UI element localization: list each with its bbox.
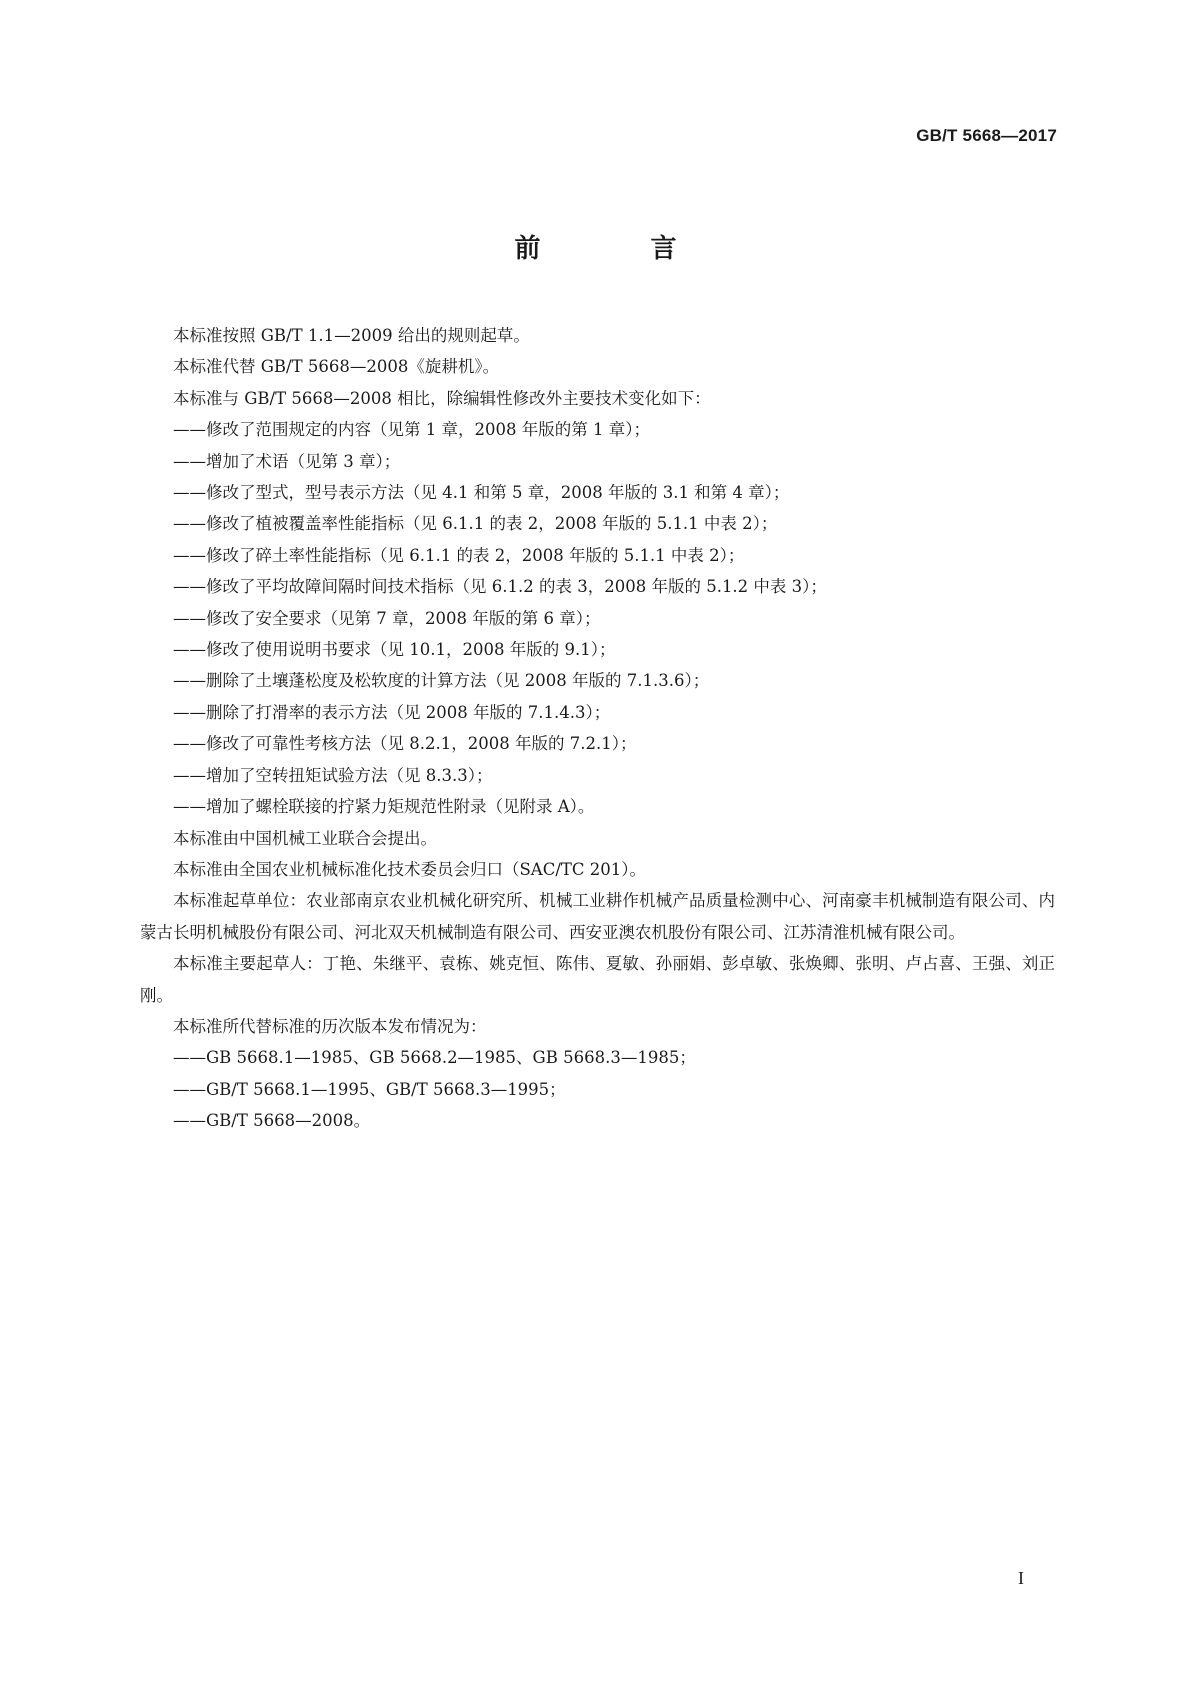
page-title: 前 言 <box>514 234 719 264</box>
paragraph: 本标准起草单位：农业部南京农业机械化研究所、机械工业耕作机械产品质量检测中心、河南豪丰机械制造有限公司、内蒙古长明机械股份有限公司、河北双天机械制造有限公司、西安亚澳农机股份有限公司、江苏清淮机械有限公司。 <box>140 891 1055 942</box>
paragraph: 本标准代替 GB/T 5668—2008《旋耕机》。 <box>173 357 500 377</box>
list-item: ——GB/T 5668.1—1995、GB/T 5668.3—1995； <box>173 1079 566 1099</box>
list-item: ——删除了打滑率的表示方法（见 2008 年版的 7.1.4.3）； <box>173 702 611 722</box>
paragraph: 本标准由中国机械工业联合会提出。 <box>173 828 437 848</box>
list-item: ——修改了安全要求（见第 7 章，2008 年版的第 6 章）； <box>173 608 601 628</box>
list-item: ——增加了术语（见第 3 章）； <box>173 451 401 471</box>
list-item: ——修改了型式，型号表示方法（见 4.1 和第 5 章，2008 年版的 3.1 和第 4 章）； <box>173 483 790 503</box>
paragraph: 本标准按照 GB/T 1.1—2009 给出的规则起草。 <box>173 326 530 345</box>
list-item: ——修改了使用说明书要求（见 10.1，2008 年版的 9.1）； <box>173 640 616 660</box>
paragraph: 本标准与 GB/T 5668—2008 相比，除编辑性修改外主要技术变化如下： <box>173 388 711 408</box>
list-item: ——修改了范围规定的内容（见第 1 章，2008 年版的第 1 章）； <box>173 420 650 440</box>
list-item: ——删除了土壤蓬松度及松软度的计算方法（见 2008 年版的 7.1.3.6）； <box>173 671 710 691</box>
list-item: ——GB/T 5668—2008。 <box>173 1111 371 1131</box>
list-item: ——修改了碎土率性能指标（见 6.1.1 的表 2，2008 年版的 5.1.1 中表 2）； <box>173 545 745 565</box>
list-item: ——GB 5668.1—1985、GB 5668.2—1985、GB 5668.3—1985； <box>173 1048 696 1068</box>
paragraph: 本标准主要起草人：丁艳、朱继平、袁栋、姚克恒、陈伟、夏敏、孙丽娟、彭卓敏、张焕卿、张明、卢占喜、王强、刘正刚。 <box>140 954 1055 1005</box>
list-item: ——修改了可靠性考核方法（见 8.2.1，2008 年版的 7.2.1）； <box>173 734 637 754</box>
standard-code: GB/T 5668—2017 <box>916 126 1057 145</box>
list-item: ——增加了螺栓联接的拧紧力矩规范性附录（见附录 A）。 <box>173 797 595 817</box>
list-item: ——增加了空转扭矩试验方法（见 8.3.3）； <box>173 765 493 785</box>
paragraph: 本标准所代替标准的历次版本发布情况为： <box>173 1016 487 1036</box>
document-body <box>140 320 1055 1137</box>
page-number: I <box>1018 1568 1024 1588</box>
list-item: ——修改了植被覆盖率性能指标（见 6.1.1 的表 2，2008 年版的 5.1.1 中表 2）； <box>173 514 778 534</box>
list-item: ——修改了平均故障间隔时间技术指标（见 6.1.2 的表 3，2008 年版的 5.1.2 中表 3）； <box>173 577 827 597</box>
paragraph: 本标准由全国农业机械标准化技术委员会归口（SAC/TC 201）。 <box>173 859 647 879</box>
